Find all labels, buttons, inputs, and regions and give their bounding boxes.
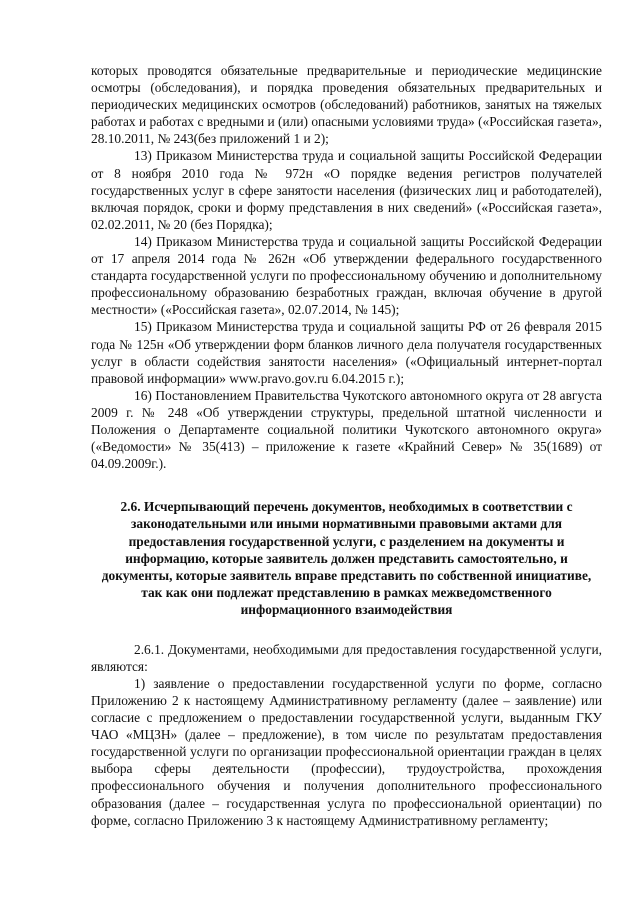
- paragraph-2-6-1: 2.6.1. Документами, необходимыми для предоставления государственной услуги, являются:: [91, 641, 602, 674]
- paragraph-item-15: 15) Приказом Министерства труда и социальной защиты РФ от 26 февраля 2015 года № 125н «Об утверждении форм бланков личного дела получателя государственных услуг в области содействия занятости населения» («Официальный интернет-портал правовой информации» www.pravo.gov.ru 6.04.2015 г.);: [91, 319, 602, 386]
- paragraph-item-16: 16) Постановлением Правительства Чукотского автономного округа от 28 августа 2009 г. № 248 «Об утверждении структуры, предельной штатной численности и Положения о Департаменте социальной политики Чукотского автономного округа» («Ведомости» № 35(413) – приложение к газете «Крайний Север» № 35(1689) от 04.09.2009г.).: [91, 387, 602, 472]
- document-page: [91, 62, 602, 829]
- paragraph-continuation: которых проводятся обязательные предварительные и периодические медицинские осмотры (обследования), и порядка проведения обязательных предварительных и периодических медицинских осмотров (обследований) работников, занятых на тяжелых работах и работах с вредными и (или) опасными условиями труда» («Российская газета», 28.10.2011, № 243(без приложений 1 и 2);: [91, 63, 602, 147]
- section-heading-2-6: 2.6. Исчерпывающий перечень документов, необходимых в соответствии с законодательными или иными нормативными правовыми актами для предоставления государственной услуги, с разделением на документы и информацию, которые заявитель должен представить самостоятельно, и документы, которые заявитель вправе представить по собственной инициативе, так как они подлежат представлению в рамках межведомственного информационного взаимодействия: [101, 499, 592, 618]
- paragraph-item-14: 14) Приказом Министерства труда и социальной защиты Российской Федерации от 17 апреля 2014 года № 262н «Об утверждении федерального государственного стандарта государственной услуги по профессиональному обучению и дополнительному профессиональному образованию безработных граждан, включая обучение в другой местности» («Российская газета», 02.07.2014, № 145);: [91, 233, 602, 318]
- paragraph-item-1: 1) заявление о предоставлении государственной услуги по форме, согласно Приложению 2 к настоящему Административному регламенту (далее – заявление) или согласие с предложением о предоставлении государственной услуги, выданным ГКУ ЧАО «МЦЗН» (далее – предложение), в том числе по результатам предоставления государственной услуги по организации профессиональной ориентации граждан в целях выбора сферы деятельности (профессии), трудоустройства, прохождения профессионального обучения и получения дополнительного профессионального образования (далее – государственная услуга по профессиональной ориентации) по форме, согласно Приложению 3 к настоящему Административному регламенту;: [91, 675, 602, 828]
- paragraph-item-13: 13) Приказом Министерства труда и социальной защиты Российской Федерации от 8 ноября 2010 года № 972н «О порядке ведения регистров получателей государственных услуг в сфере занятости населения (физических лиц и работодателей), включая порядок, сроки и форму представления в них сведений» («Российская газета», 02.02.2011, № 20 (без Порядка);: [91, 148, 602, 232]
